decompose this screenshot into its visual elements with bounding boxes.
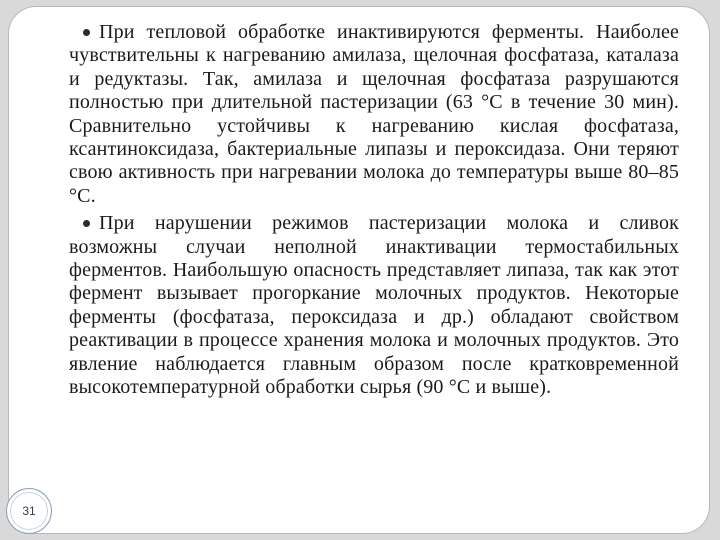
page-number-badge — [6, 488, 52, 534]
bullet-paragraph-1 — [69, 21, 679, 208]
slide — [8, 6, 710, 534]
paragraph-1-text: При тепловой обработке инактивируются ферменты. Наиболее чувствительны к нагреванию амилаза, щелочная фосфатаза, каталаза и редуктазы. Так, амилаза и щелочная фосфатаза разрушаются полностью при длительной пастеризации (63 °С в течение 30 мин). Сравнительно устойчивы к нагреванию кислая фосфатаза, ксантиноксидаза, бактериальные липазы и пероксидаза. Они теряют свою активность при нагревании молока до температуры выше 80–85 °С. — [69, 21, 679, 207]
slide-content — [69, 21, 679, 404]
bullet-dot-icon — [83, 220, 90, 227]
bullet-dot-icon — [83, 29, 90, 36]
bullet-paragraph-2 — [69, 212, 679, 399]
paragraph-2-text: При нарушении режимов пастеризации молока и сливок возможны случаи неполной инактивации термостабильных ферментов. Наибольшую опасность представляет липаза, так как этот фермент вызывает прогоркание молочных продуктов. Некоторые ферменты (фосфатаза, пероксидаза и др.) обладают свойством реактивации в процессе хранения молока и молочных продуктов. Это явление наблюдается главным образом после кратковременной высокотемпературной обработки сырья (90 °С и выше). — [69, 212, 679, 399]
page-number: 31 — [22, 504, 36, 518]
